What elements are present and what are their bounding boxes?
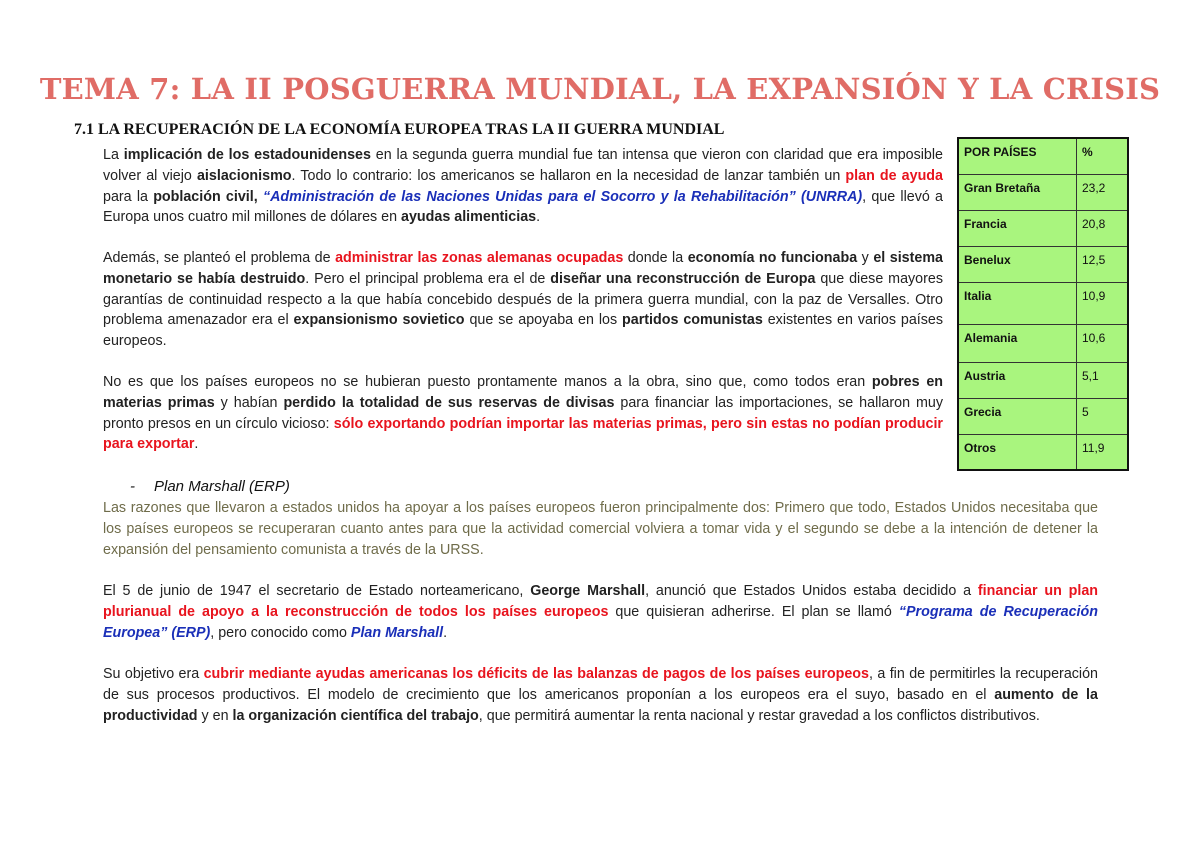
- table-cell-country: Benelux: [958, 246, 1077, 282]
- bold-text: ayudas alimenticias: [401, 209, 537, 226]
- table-cell-value: 5,1: [1077, 362, 1129, 398]
- red-highlight: plan de ayuda: [845, 167, 943, 184]
- text: para financiar las importaciones, se hallaron muy pronto presos en un círculo vicioso:: [103, 394, 944, 432]
- table-row: [958, 434, 1128, 470]
- table-row: [958, 246, 1128, 282]
- text: y: [857, 250, 874, 266]
- table-cell-country: Austria: [958, 362, 1077, 398]
- text: No es que los países europeos no se hubieran puesto prontamente manos a la obra, sino que, como todos eran: [103, 374, 872, 390]
- text: que se apoyaba en los: [464, 312, 623, 329]
- table-row: [958, 324, 1128, 362]
- table-cell-country: Francia: [958, 210, 1077, 246]
- text: que diese mayores garantías de continuidad respecto a la que había concebido después de la primera guerra mundial, con la paz de Versalles. Otro problema amenazador era el: [103, 270, 943, 329]
- text: , que permitirá aumentar la renta nacional y restar gravedad a los conflictos distributivos.: [478, 707, 1040, 724]
- bold-text: perdido la totalidad de sus reservas de divisas: [283, 394, 615, 411]
- table-cell-value: 10,6: [1077, 324, 1129, 362]
- section-heading-plan-marshall: [130, 478, 290, 495]
- text: y habían: [214, 394, 284, 411]
- text: existentes en varios países europeos.: [103, 312, 944, 350]
- paragraph-reasons: Las razones que llevaron a estados unidos ha apoyar a los países europeos fueron principalmente dos: Primero que todo, Estados Unidos necesitaba que los países europeos se recuperaran cuanto antes para que la actividad comercial volviera a tomar vida y el segundo se debe a la intención de detener la expansión del pensamiento comunista a través de la URSS.: [103, 500, 1098, 558]
- table-row: [958, 282, 1128, 324]
- table-cell-country: Grecia: [958, 398, 1077, 434]
- blue-italic-highlight: “Programa de Recuperación Europea” (ERP): [103, 603, 1098, 641]
- table-cell-value: 11,9: [1077, 434, 1129, 470]
- bullet-dash: -: [130, 478, 135, 495]
- table-cell-value: 23,2: [1077, 174, 1129, 210]
- text: , pero conocido como: [210, 624, 351, 641]
- red-highlight: cubrir mediante ayudas americanas los déficits de las balanzas de pagos de los países europeos: [203, 666, 869, 682]
- text: El 5 de junio de 1947 el secretario de Estado norteamericano,: [103, 583, 531, 599]
- text: que quisieran adherirse. El plan se llamó: [608, 603, 899, 620]
- table-row: [958, 174, 1128, 210]
- section-subtitle: 7.1 LA RECUPERACIÓN DE LA ECONOMÍA EUROPEA TRAS LA II GUERRA MUNDIAL: [74, 121, 725, 138]
- red-highlight: sólo exportando podrían importar las materias primas, pero sin estas no podían producir para exportar: [103, 415, 943, 453]
- bold-text: economía no funcionaba: [687, 250, 858, 266]
- text: . Pero el principal problema era el de: [305, 270, 551, 287]
- aid-by-country-table: [957, 137, 1129, 471]
- bold-text: diseñar una reconstrucción de Europa: [550, 270, 816, 287]
- table-cell-country: Alemania: [958, 324, 1077, 362]
- page-title: TEMA 7: LA II POSGUERRA MUNDIAL, LA EXPANSIÓN Y LA CRISIS: [39, 72, 1161, 106]
- text: .: [194, 436, 199, 453]
- text: , anunció que Estados Unidos estaba decidido a: [645, 583, 978, 599]
- blue-italic-highlight: “Administración de las Naciones Unidas para el Socorro y la Rehabilitación” (UNRRA): [262, 188, 863, 205]
- bold-text: población civil: [153, 188, 254, 205]
- text: Además, se planteó el problema de: [103, 250, 336, 266]
- blue-italic-highlight: Plan Marshall: [350, 624, 444, 641]
- bold-text: pobres en materias primas: [103, 374, 944, 411]
- text: .: [536, 209, 541, 226]
- text: Su objetivo era: [103, 666, 204, 682]
- text: .: [443, 624, 448, 641]
- table-header-cell: POR PAÍSES: [958, 138, 1077, 174]
- bold-text: aislacionismo: [196, 167, 292, 184]
- text: , que llevó a Europa unos cuatro mil millones de dólares en: [103, 188, 944, 226]
- table-cell-value: 20,8: [1077, 210, 1129, 246]
- table-cell-country: Gran Bretaña: [958, 174, 1077, 210]
- text: . Todo lo contrario: los americanos se hallaron en la necesidad de lanzar también un: [291, 167, 846, 184]
- paragraph-marshall-announcement: [103, 581, 1098, 643]
- text: , a fin de permitirles la recuperación de sus procesos productivos. El modelo de crecimiento que los americanos proponían a los europeos era el suyo, basado en el: [103, 666, 1098, 703]
- table-header-row: [958, 138, 1128, 174]
- table-cell-value: 10,9: [1077, 282, 1129, 324]
- table-cell-value: 5: [1077, 398, 1129, 434]
- paragraph-objective: [103, 664, 1098, 726]
- text: donde la: [623, 250, 688, 266]
- table-cell-country: Otros: [958, 434, 1077, 470]
- paragraph-vicious-circle: [103, 372, 943, 455]
- text: y en: [197, 707, 233, 724]
- red-highlight: financiar un plan plurianual de apoyo a la reconstrucción de todos los países europeos: [103, 583, 1099, 620]
- bold-text: implicación de los estadounidenses: [123, 147, 371, 163]
- paragraph-problems: [103, 248, 943, 352]
- bold-text: aumento de la productividad: [103, 686, 1098, 724]
- text: para la: [103, 188, 154, 205]
- bold-text: la organización científica del trabajo: [232, 707, 479, 724]
- table-cell-value: 12,5: [1077, 246, 1129, 282]
- table-row: [958, 210, 1128, 246]
- table-header-cell: %: [1077, 138, 1129, 174]
- text: en la segunda guerra mundial fue tan intensa que vieron con claridad que era imposible volver al viejo: [103, 147, 944, 184]
- bold-text: partidos comunistas: [622, 312, 763, 329]
- bold-text: expansionismo sovietico: [293, 312, 465, 329]
- text: La: [103, 147, 124, 163]
- table-row: [958, 362, 1128, 398]
- bold-text: el sistema monetario se había destruido: [103, 250, 944, 287]
- bold-text: George Marshall: [530, 583, 646, 599]
- heading-label: Plan Marshall (ERP): [154, 478, 290, 495]
- red-highlight: administrar las zonas alemanas ocupadas: [335, 250, 624, 266]
- bold-text: ,: [253, 188, 263, 205]
- table-row: [958, 398, 1128, 434]
- table-cell-country: Italia: [958, 282, 1077, 324]
- paragraph-unrra: [103, 145, 943, 228]
